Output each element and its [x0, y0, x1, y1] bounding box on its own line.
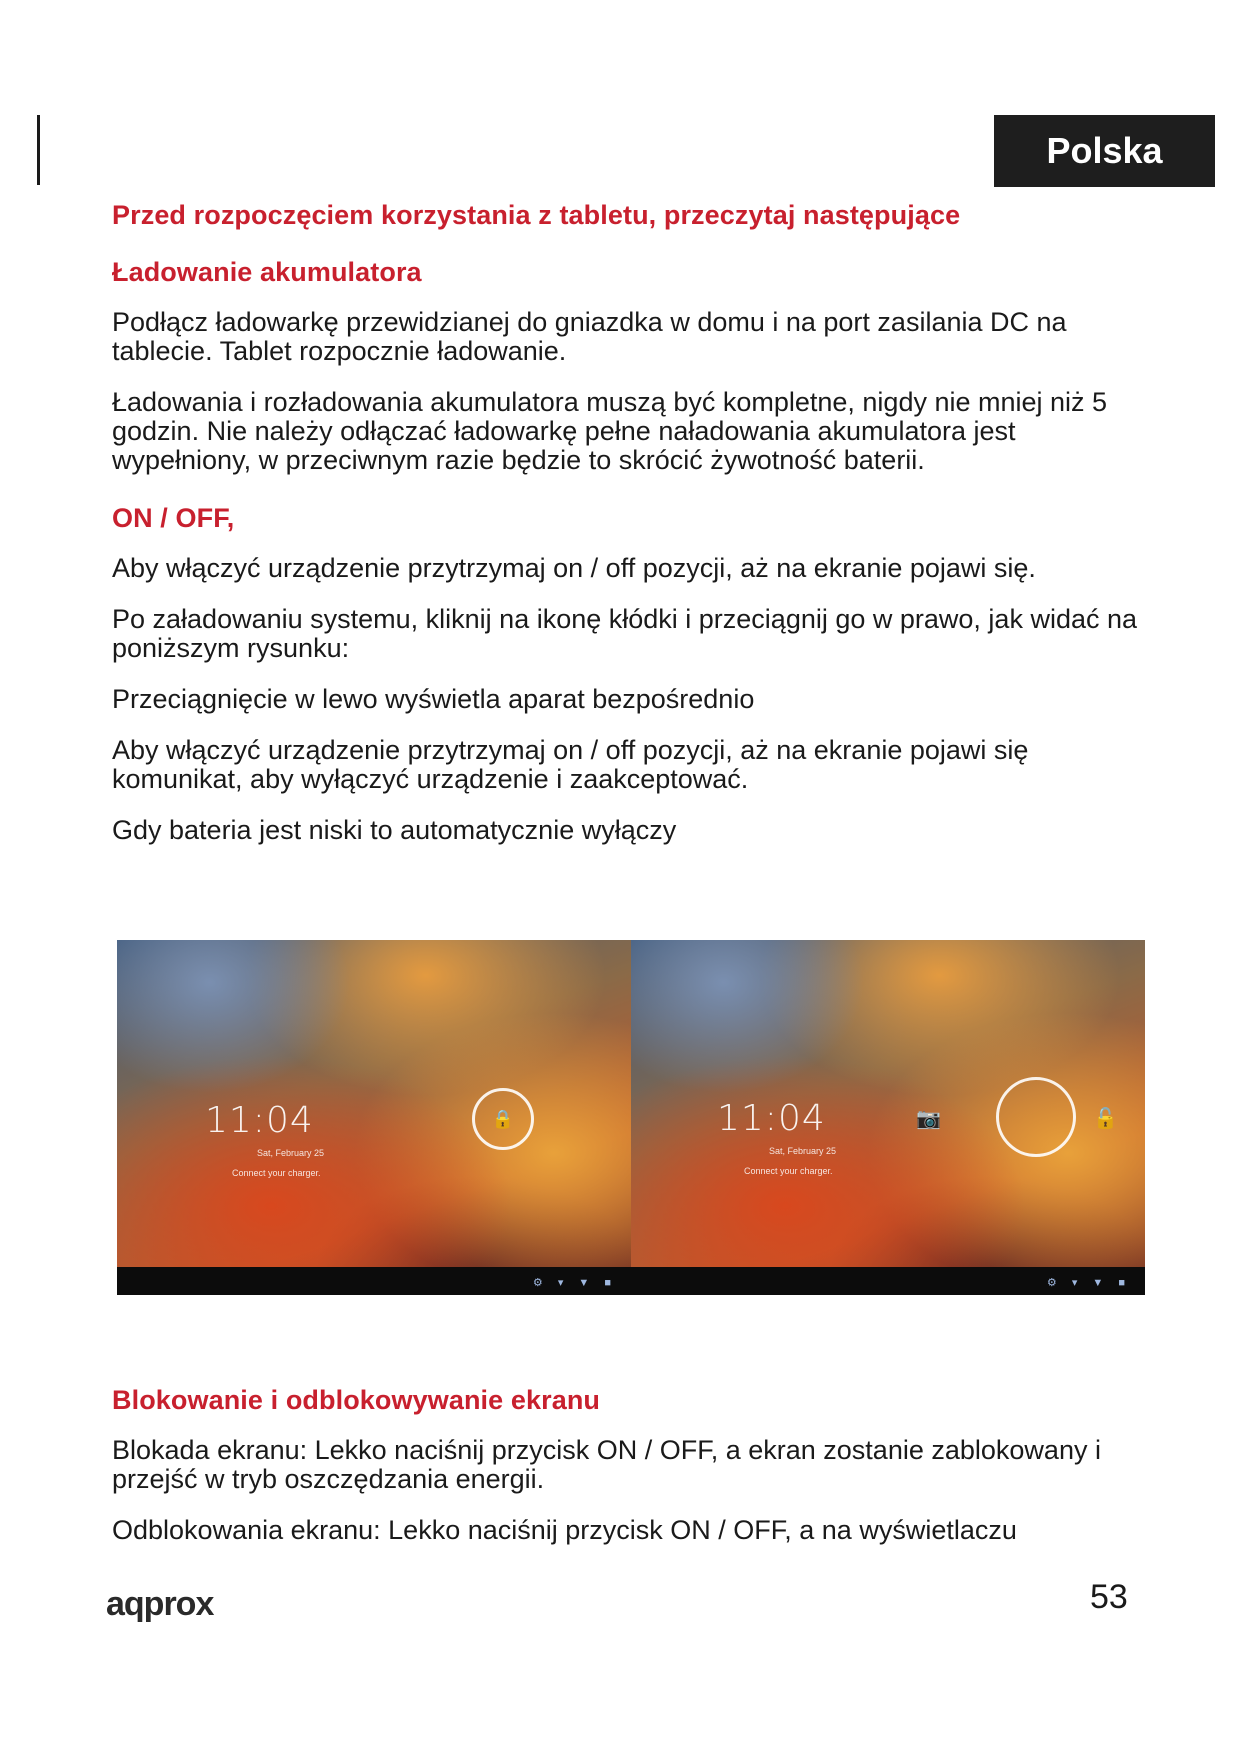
- lockscreen-right: [631, 940, 1145, 1295]
- intro-heading: Przed rozpoczęciem korzystania z tabletu, przeczytaj następujące: [112, 200, 961, 230]
- onoff-paragraph-3: Przeciągnięcie w lewo wyświetla aparat bezpośrednio: [112, 684, 755, 714]
- status-icons-right: ⚙ ▾ ▼ ■: [1046, 1277, 1131, 1289]
- statusbar-left: [117, 1267, 631, 1295]
- lock-ring-left[interactable]: [472, 1088, 534, 1150]
- charging-paragraph-2: Ładowania i rozładowania akumulatora muszą być kompletne, nigdy nie mniej niż 5 godzin. Nie należy odłączać ładowarkę pełne naładowania akumulatora jest wypełniony, w przeciwnym razie będzie to skrócić żywotność baterii.: [112, 387, 1108, 475]
- charging-paragraph-1: Podłącz ładowarkę przewidzianej do gniazdka w domu i na port zasilania DC na tablecie. Tablet rozpocznie ładowanie.: [112, 307, 1067, 366]
- clock-right: 11:04: [717, 1098, 826, 1139]
- statusbar-right: [631, 1267, 1145, 1295]
- charging-heading: Ładowanie akumulatora: [112, 257, 422, 287]
- camera-icon[interactable]: 📷: [916, 1108, 941, 1130]
- language-tab: Polska: [994, 115, 1215, 187]
- main-content: [112, 200, 1147, 845]
- page-number: 53: [1090, 1578, 1128, 1616]
- unlock-ring-right[interactable]: [996, 1077, 1076, 1157]
- onoff-heading: ON / OFF,: [112, 503, 235, 533]
- charge-status-left: Connect your charger.: [232, 1168, 321, 1178]
- clock-left: 11:04: [205, 1100, 314, 1141]
- margin-rule: [37, 115, 40, 185]
- lock-section: [112, 1385, 1147, 1545]
- lockscreen-left: [117, 940, 631, 1295]
- brand-logo: aqprox: [106, 1585, 214, 1623]
- padlock-icon: 🔒: [491, 1108, 515, 1129]
- status-icons-left: ⚙ ▾ ▼ ■: [532, 1277, 617, 1289]
- lockscreen-figure: [117, 940, 1149, 1323]
- onoff-paragraph-5: Gdy bateria jest niski to automatycznie wyłączy: [112, 815, 677, 845]
- onoff-paragraph-2: Po załadowaniu systemu, kliknij na ikonę kłódki i przeciągnij go w prawo, jak widać na poniższym rysunku:: [112, 604, 1138, 663]
- lock-paragraph-1: Blokada ekranu: Lekko naciśnij przycisk ON / OFF, a ekran zostanie zablokowany i przejść w tryb oszczędzania energii.: [112, 1435, 1101, 1494]
- charge-status-right: Connect your charger.: [744, 1166, 833, 1176]
- onoff-paragraph-1: Aby włączyć urządzenie przytrzymaj on / off pozycji, aż na ekranie pojawi się.: [112, 553, 1036, 583]
- open-padlock-icon[interactable]: 🔓: [1093, 1108, 1118, 1130]
- date-right: Sat, February 25: [769, 1146, 837, 1156]
- onoff-paragraph-4: Aby włączyć urządzenie przytrzymaj on / off pozycji, aż na ekranie pojawi się komunikat, aby wyłączyć urządzenie i zaakceptować.: [112, 735, 1029, 794]
- date-left: Sat, February 25: [257, 1148, 325, 1158]
- lock-paragraph-2: Odblokowania ekranu: Lekko naciśnij przycisk ON / OFF, a na wyświetlaczu: [112, 1515, 1017, 1545]
- lock-heading: Blokowanie i odblokowywanie ekranu: [112, 1385, 601, 1415]
